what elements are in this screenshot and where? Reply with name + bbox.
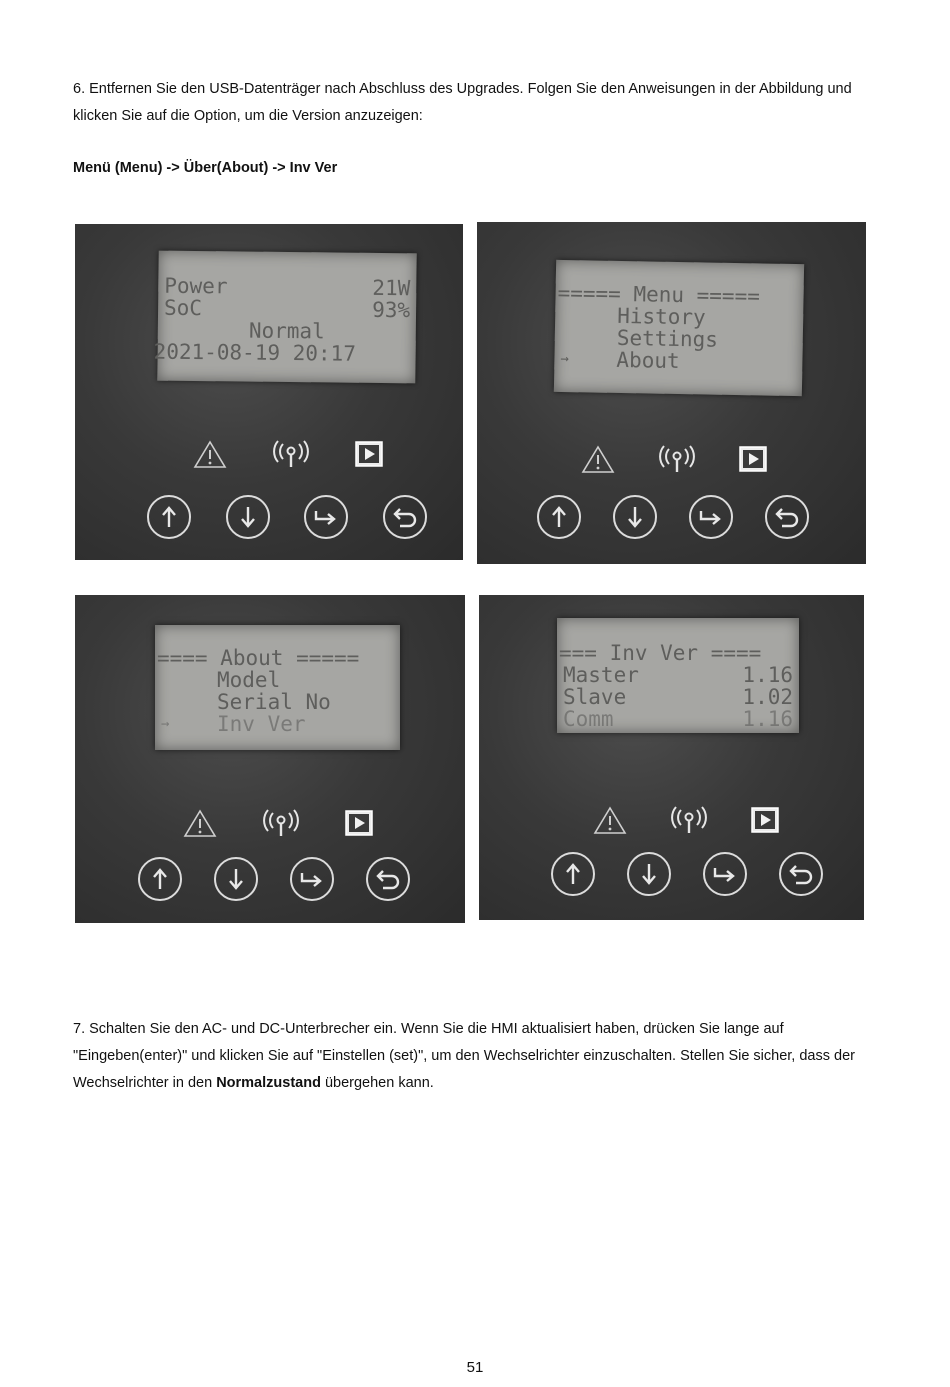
version-row-slave: Slave 1.02 xyxy=(563,685,793,709)
lcd-title: === Inv Ver ==== xyxy=(559,641,762,665)
menu-item-settings: Settings xyxy=(616,325,719,352)
photo-inv-ver-screen xyxy=(479,595,864,920)
cursor-arrow-icon: → xyxy=(161,716,170,732)
wireless-icon xyxy=(658,444,696,474)
version-row-master: Master 1.16 xyxy=(563,663,793,687)
lcd-title: ==== About ===== xyxy=(157,646,360,670)
enter-icon xyxy=(313,507,339,527)
about-item-serial: Serial No xyxy=(217,690,331,714)
back-icon xyxy=(375,868,401,890)
lcd-datetime: 2021-08-19 20:17 xyxy=(153,339,357,366)
play-icon xyxy=(355,441,383,467)
up-button[interactable] xyxy=(537,495,581,539)
lcd-screen xyxy=(155,625,400,750)
lcd-row-power: Power 21W xyxy=(164,273,411,301)
menu-item-about: → About xyxy=(560,347,680,374)
back-icon xyxy=(774,506,800,528)
enter-icon xyxy=(299,869,325,889)
up-button[interactable] xyxy=(147,495,191,539)
down-button[interactable] xyxy=(627,852,671,896)
up-arrow-icon xyxy=(549,505,569,529)
wireless-icon xyxy=(262,808,300,838)
down-arrow-icon xyxy=(238,505,258,529)
up-arrow-icon xyxy=(159,505,179,529)
version-row-comm: Comm 1.16 xyxy=(563,707,793,731)
menu-path-heading: Menü (Menu) -> Über(About) -> Inv Ver xyxy=(73,160,338,176)
warning-icon xyxy=(193,439,227,469)
down-button[interactable] xyxy=(214,857,258,901)
back-button[interactable] xyxy=(779,852,823,896)
photo-about-screen xyxy=(75,595,465,923)
up-button[interactable] xyxy=(551,852,595,896)
down-arrow-icon xyxy=(226,867,246,891)
back-button[interactable] xyxy=(383,495,427,539)
step-6-paragraph: 6. Entfernen Sie den USB-Datenträger nach Abschluss des Upgrades. Folgen Sie den Anweisungen in der Abbildung und klicken Sie auf die Option, um die Version anzuzeigen: xyxy=(73,81,852,124)
lcd-status: Normal xyxy=(248,318,325,344)
down-button[interactable] xyxy=(226,495,270,539)
lcd-row-soc: SoC 93% xyxy=(163,295,411,323)
lcd-screen xyxy=(557,618,799,733)
warning-icon xyxy=(581,444,615,474)
about-item-model: Model xyxy=(217,668,281,692)
wireless-icon xyxy=(670,805,708,835)
down-button[interactable] xyxy=(613,495,657,539)
photo-menu-screen xyxy=(477,222,866,564)
enter-button[interactable] xyxy=(703,852,747,896)
back-icon xyxy=(788,863,814,885)
step-7-paragraph: 7. Schalten Sie den AC- und DC-Unterbrecher ein. Wenn Sie die HMI aktualisiert haben, drücken Sie lange auf "Eingeben(enter)" und klicken Sie auf "Einstellen (set)", um den Wechselrichter einzuschalten. Stellen Sie sicher, dass der Wechselrichter in den Normalzustand übergehen kann. xyxy=(73,1021,855,1091)
enter-icon xyxy=(712,864,738,884)
enter-button[interactable] xyxy=(290,857,334,901)
lcd-screen xyxy=(554,260,804,396)
normal-state-term: Normalzustand xyxy=(216,1075,321,1091)
up-arrow-icon xyxy=(150,867,170,891)
play-icon xyxy=(739,446,767,472)
about-item-inv-ver: → Inv Ver xyxy=(161,712,306,736)
play-icon xyxy=(345,810,373,836)
warning-icon xyxy=(183,808,217,838)
down-arrow-icon xyxy=(625,505,645,529)
back-button[interactable] xyxy=(366,857,410,901)
menu-item-history: History xyxy=(616,303,706,330)
cursor-arrow-icon: → xyxy=(560,350,570,368)
lcd-screen xyxy=(153,251,416,384)
up-arrow-icon xyxy=(563,862,583,886)
enter-button[interactable] xyxy=(304,495,348,539)
photo-home-screen xyxy=(75,224,463,560)
back-button[interactable] xyxy=(765,495,809,539)
wireless-icon xyxy=(272,439,310,469)
enter-icon xyxy=(698,507,724,527)
warning-icon xyxy=(593,805,627,835)
lcd-title: ===== Menu ===== xyxy=(557,280,761,309)
back-icon xyxy=(392,506,418,528)
up-button[interactable] xyxy=(138,857,182,901)
down-arrow-icon xyxy=(639,862,659,886)
play-icon xyxy=(751,807,779,833)
enter-button[interactable] xyxy=(689,495,733,539)
page-number: 51 xyxy=(466,1359,484,1376)
